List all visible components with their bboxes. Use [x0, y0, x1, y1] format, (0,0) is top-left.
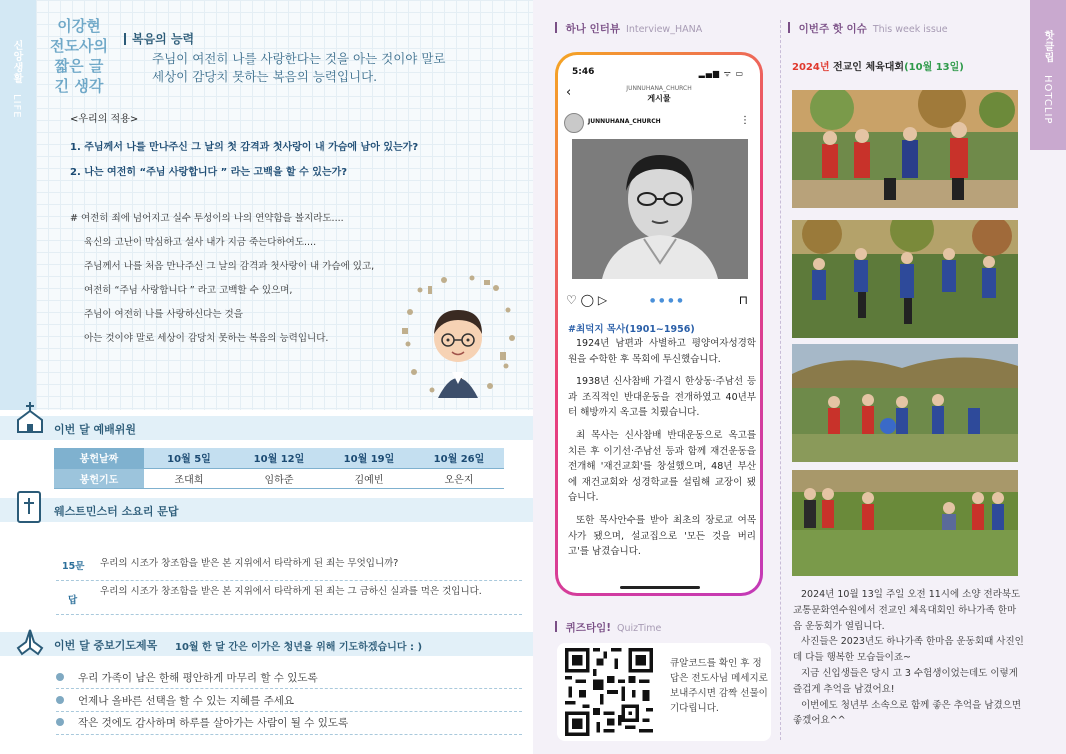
quiz-title: 퀴즈타임! [565, 622, 612, 634]
prayer-item-text: 우리 가족이 남은 한해 평안하게 마무리 할 수 있도록 [78, 672, 318, 684]
avatar[interactable] [564, 113, 584, 133]
date-cell: 10월 26일 [414, 448, 504, 468]
event-photo [792, 470, 1018, 576]
quiz-text: 큐알코드를 확인 후 정답은 전도사님 메세지로 보내주시면 감짝 선물이 기다립니다. [670, 658, 768, 714]
title-line-2: 전도사의 [50, 37, 108, 55]
bio-paragraph: 최 목사는 신사참배 반대운동으로 옥고를 치른 후 이기선·주남선 등과 함께 재건운동을 전개해 '재건교회'를 창설했으며, 48년 부산에 재건교회와 성경학교를 설립해 교장이 됐습니다. [568, 429, 756, 504]
divider [56, 580, 522, 581]
quiz-title-en: QuizTime [617, 623, 662, 634]
status-icons: ▂▄▆ ᯤ ▭ [698, 69, 744, 78]
divider [56, 734, 522, 735]
hot-tab-en: HOTCLIP [1042, 75, 1053, 125]
worship-table [54, 448, 504, 489]
para-line: 주님께서 나를 처음 만나주신 그 날의 감격과 첫사랑이 내 가슴에 있고, [84, 261, 375, 272]
bookmark-icon[interactable]: ⊓ [738, 293, 748, 307]
event-title [792, 58, 964, 73]
date-cell: 10월 5일 [144, 448, 234, 468]
life-side-tab [0, 0, 36, 410]
account-header: JUNNUHANA_CHURCH [626, 85, 692, 92]
post-page-title: 게시물 [647, 94, 671, 103]
lower-section [0, 410, 533, 754]
para-line: 아는 것이야 말로 세상이 감당치 못하는 복음의 능력입니다. [84, 333, 329, 344]
name-cell: 오은지 [414, 468, 504, 488]
bullet-icon [56, 696, 64, 704]
section-heading: 복음의 능력 [124, 30, 194, 47]
divider [56, 688, 522, 689]
lead-line-2: 세상이 감당치 못하는 복음의 능력입니다. [152, 69, 378, 84]
para-line: 주님이 여전히 나를 사랑하신다는 것을 [84, 309, 243, 320]
lead-text [152, 50, 445, 86]
title-line-1: 이강현 [57, 17, 101, 35]
column-title [44, 16, 114, 96]
prayer-title: 이번 달 중보기도제목 [54, 639, 158, 652]
prayer-item [56, 670, 318, 685]
title-line-3: 짧은 글 [54, 57, 104, 75]
bio-text [568, 336, 756, 560]
event-paragraph: 사진들은 2023년도 하나가족 한마음 운동회때 사진인데 다들 행복한 모습들이죠~ [793, 636, 1024, 664]
event-name: 전교인 체육대회 [829, 62, 905, 73]
event-paragraph: 2024년 10월 13일 주일 오전 11시에 소양 전라북도교통문화연수원에서 전교인 체육대회인 하나가족 한마음 운동회가 열립니다. [793, 589, 1021, 632]
date-cell: 10월 12일 [234, 448, 324, 468]
para-line: # 여전히 죄에 넘어지고 실수 투성이의 나의 연약함을 볼지라도.... [70, 213, 344, 224]
bio-name: #최덕지 목사(1901~1956) [568, 324, 695, 335]
hot-tab-ko: 핫클립 [1042, 30, 1053, 63]
home-indicator [620, 586, 700, 589]
row-label: 봉헌날짜 [54, 448, 144, 468]
portrait-photo [572, 139, 748, 279]
row-label: 봉헌기도 [54, 468, 144, 488]
table-row [54, 468, 504, 488]
phone-frame [555, 52, 763, 596]
prayer-item-text: 작은 것에도 감사하며 하루를 살아가는 사람이 될 수 있도록 [78, 717, 349, 729]
bible-icon [16, 490, 42, 526]
issue-title-en: This week issue [872, 24, 948, 35]
date-cell: 10월 19일 [324, 448, 414, 468]
quiz-box [557, 643, 771, 741]
event-year: 2024년 [792, 62, 830, 73]
bullet-icon [56, 718, 64, 726]
event-paragraph: 지금 신입생들은 당시 고 3 수험생이었는데도 이렇게 즐겁게 추억을 남겼어요! [793, 667, 1018, 695]
interview-title-en: Interview_HANA [626, 24, 703, 35]
lead-line-1: 주님이 여전히 나를 사랑한다는 것을 아는 것이야 말로 [152, 51, 446, 66]
question-2: 2. 나는 여전히 “주님 사랑합니다 ” 라는 고백을 할 수 있는가? [70, 167, 348, 178]
answer-text: 우리의 시조가 창조함을 받은 본 지위에서 타락하게 된 죄는 그 금하신 실과를 먹은 것입니다. [100, 586, 482, 597]
prayer-subtitle: 10월 한 달 간은 이가은 청년을 위해 기도하겠습니다 : ) [175, 642, 423, 653]
instagram-post [558, 55, 760, 593]
status-time: 5:46 [572, 67, 595, 77]
quiz-heading [555, 620, 661, 635]
event-photo [792, 90, 1018, 208]
carousel-dots: ● ● ● ● [650, 297, 684, 304]
para-line: 여전히 “주님 사랑합니다 ” 라고 고백할 수 있으며, [84, 285, 293, 296]
bio-paragraph: 1924년 남편과 사별하고 평양여자성경학원을 수학한 후 목회에 투신했습니다. [568, 338, 756, 365]
right-page [533, 0, 1066, 754]
side-tab-ko: 신앙생활 [11, 40, 22, 84]
question-text: 우리의 시조가 창조함을 받은 본 지위에서 타락하게 된 죄는 무엇입니까? [100, 558, 399, 569]
event-date: (10월 13일) [904, 62, 964, 73]
name-cell: 임하준 [234, 468, 324, 488]
event-photo [792, 344, 1018, 462]
prayer-item-text: 언제나 올바른 선택을 할 수 있는 지혜를 주세요 [78, 695, 295, 707]
bio-paragraph: 또한 목사안수를 받아 최초의 장로교 여목사가 됐으며, 설교집으로 '모든 것을 버리고'를 남겼습니다. [568, 514, 756, 558]
prayer-item [56, 693, 294, 708]
praying-hands-icon [12, 626, 48, 658]
interview-heading [555, 21, 702, 36]
more-options-icon[interactable]: ⋮ [740, 115, 750, 126]
column-divider [780, 20, 781, 740]
hotclip-side-tab [1030, 0, 1066, 150]
divider [56, 614, 522, 615]
interview-title: 하나 인터뷰 [565, 23, 621, 35]
action-icons[interactable]: ♡ ◯ ▷ [566, 293, 608, 307]
profile-name[interactable]: JUNNUHANA_CHURCH [588, 118, 661, 125]
back-arrow-icon[interactable]: ‹ [566, 85, 572, 100]
event-text [793, 587, 1025, 729]
bio-paragraph: 1938년 신사참배 가결시 한상동·주남선 등과 조직적인 반대운동을 전개하였고 40년부터 해방까지 옥고를 치뤘습니다. [568, 376, 756, 419]
event-photo [792, 220, 1018, 338]
issue-heading [788, 21, 948, 36]
question-1: 1. 주님께서 나를 만나주신 그 날의 첫 감격과 첫사랑이 내 가슴에 남아 있는가? [70, 142, 419, 153]
apply-title: <우리의 적용> [70, 114, 139, 125]
issue-title: 이번주 핫 이슈 [798, 23, 867, 35]
catechism-title: 웨스트민스터 소요리 문답 [54, 505, 179, 518]
church-icon [14, 400, 46, 434]
bullet-icon [56, 673, 64, 681]
pastor-illustration [398, 272, 518, 404]
para-line: 육신의 고난이 막심하고 설사 내가 지금 죽는다하여도.... [84, 237, 317, 248]
question-label: 15문 [62, 561, 85, 572]
title-line-4: 긴 생각 [54, 77, 104, 95]
side-tab-en: LIFE [11, 94, 22, 120]
prayer-item [56, 715, 348, 730]
answer-label: 답 [68, 595, 78, 606]
name-cell: 조대희 [144, 468, 234, 488]
reflection-paragraph [70, 212, 374, 356]
table-row [54, 448, 504, 468]
divider [56, 711, 522, 712]
qr-code[interactable] [565, 648, 653, 736]
name-cell: 김예빈 [324, 468, 414, 488]
event-paragraph: 이번에도 청년부 소속으로 함께 좋은 추억을 남겼으면 좋겠어요^^ [793, 699, 1022, 727]
worship-title: 이번 달 예배위원 [54, 423, 137, 436]
